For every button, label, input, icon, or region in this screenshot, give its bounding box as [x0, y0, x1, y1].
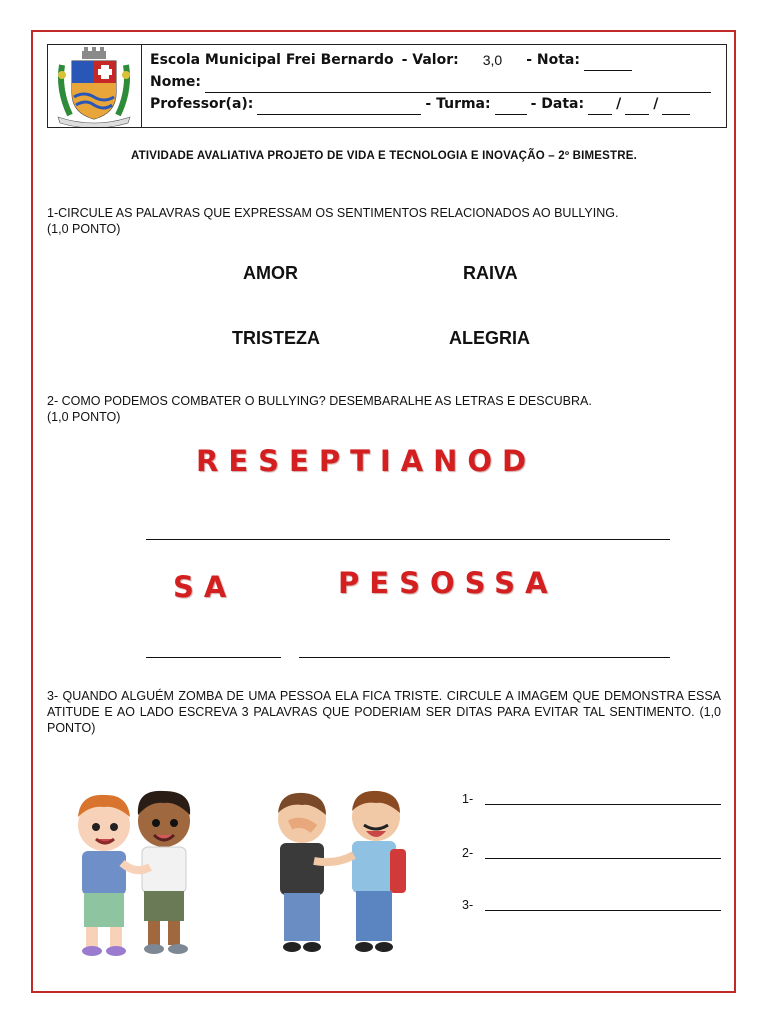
nome-label: Nome: [150, 74, 202, 90]
nome-field[interactable] [205, 78, 711, 93]
word-tristeza[interactable]: TRISTEZA [232, 328, 320, 348]
question-1-text: 1-CIRCULE AS PALAVRAS QUE EXPRESSAM OS SENTIMENTOS RELACIONADOS AO BULLYING. [47, 206, 619, 220]
word-alegria[interactable]: ALEGRIA [449, 328, 530, 348]
question-3: 3- QUANDO ALGUÉM ZOMBA DE UMA PESSOA ELA FICA TRISTE. CIRCULE A IMAGEM QUE DEMONSTRA ESSA ATITUDE E AO LADO ESCREVA 3 PALAVRAS QUE PODERIAM SER DITAS PARA EVITAR TAL SENTIMENTO. (1,0 PONTO) [47, 689, 721, 735]
question-1 [47, 205, 721, 237]
question-1-points: (1,0 PONTO) [47, 222, 121, 236]
turma-field[interactable] [495, 100, 527, 115]
header-row-school [150, 49, 718, 71]
school-name: Escola Municipal Frei Bernardo [150, 52, 394, 68]
data-label: - Data: [530, 96, 585, 112]
header-row-professor [150, 93, 718, 115]
valor-label: - Valor: [401, 52, 459, 68]
date-sep: / [616, 96, 622, 112]
question-2 [47, 393, 721, 425]
word-raiva[interactable]: RAIVA [463, 263, 518, 283]
q3-answer-line-3[interactable] [485, 910, 721, 911]
q3-answer-line-2[interactable] [485, 858, 721, 859]
scrambled-word-2a: SA [173, 570, 237, 604]
header-row-nome [150, 71, 718, 93]
answer-label-1: 1- [462, 792, 474, 806]
q3-answer-line-1[interactable] [485, 804, 721, 805]
date-day-field[interactable] [588, 100, 612, 115]
date-sep: / [653, 96, 659, 112]
turma-label: - Turma: [425, 96, 491, 112]
teasing-kids-illustration[interactable] [250, 785, 415, 965]
valor-value: 3,0 [482, 52, 503, 68]
word-amor[interactable]: AMOR [243, 263, 298, 283]
question-2-points: (1,0 PONTO) [47, 410, 121, 424]
professor-label: Professor(a): [150, 96, 254, 112]
friendly-kids-illustration[interactable] [66, 785, 206, 965]
logo-cell [48, 45, 142, 127]
professor-field[interactable] [257, 100, 421, 115]
answer-line-2b[interactable] [299, 657, 670, 658]
question-2-text: 2- COMO PODEMOS COMBATER O BULLYING? DESEMBARALHE AS LETRAS E DESCUBRA. [47, 394, 592, 408]
scrambled-word-1: RESEPTIANOD [196, 444, 537, 478]
scrambled-word-2b: PESOSSA [338, 566, 558, 600]
nota-label: - Nota: [526, 52, 580, 68]
date-month-field[interactable] [625, 100, 649, 115]
nota-field[interactable] [584, 56, 632, 71]
school-header [47, 44, 727, 128]
school-crest-logo [48, 45, 140, 127]
answer-label-3: 3- [462, 898, 474, 912]
answer-line-2a[interactable] [146, 657, 281, 658]
answer-label-2: 2- [462, 846, 474, 860]
answer-line-1[interactable] [146, 539, 670, 540]
activity-title: ATIVIDADE AVALIATIVA PROJETO DE VIDA E TECNOLOGIA E INOVAÇÃO – 2º BIMESTRE. [130, 150, 638, 162]
date-year-field[interactable] [662, 100, 690, 115]
